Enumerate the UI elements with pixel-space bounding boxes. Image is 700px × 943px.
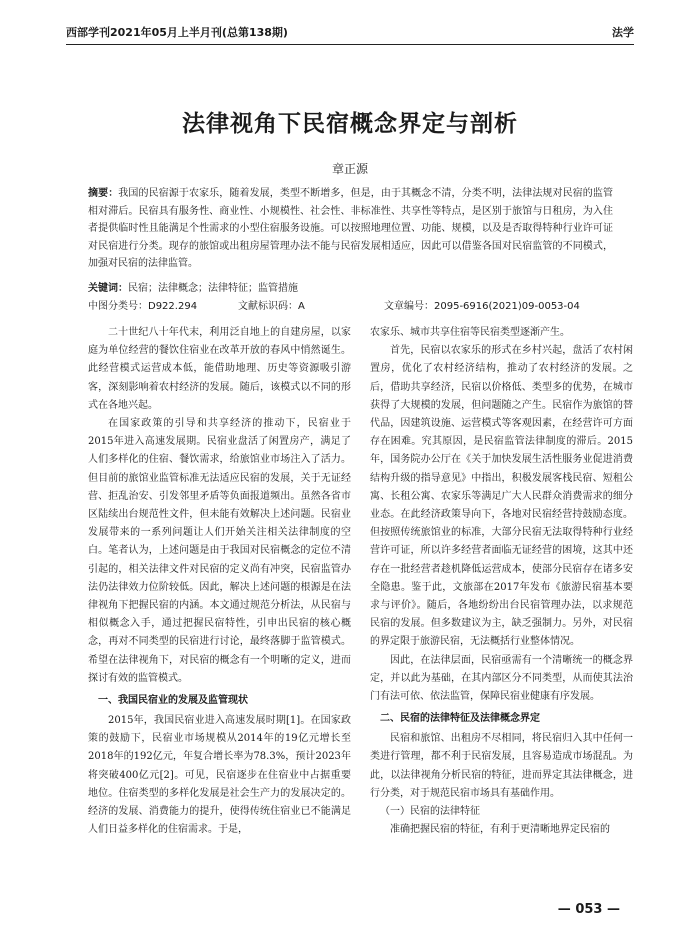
section-label: 法学 — [612, 26, 634, 39]
article-title: 法律视角下民宿概念界定与剖析 — [182, 111, 518, 137]
keywords-text: 民宿；法律概念；法律特征；监管措施 — [128, 283, 298, 294]
keywords-label: 关键词： — [88, 283, 128, 294]
left-column — [88, 324, 351, 839]
section-heading: 一、我国民宿业的发展及监管现状 — [98, 695, 248, 707]
page-number: — 053 — — [557, 902, 620, 917]
subsection-heading: （一）民宿的法律特征 — [380, 806, 480, 818]
paragraph: 2015年，我国民宿业进入高速发展时期[1]。在国家政策的鼓励下，民宿业市场规模从2014年的19亿元增长至2018年的192亿元，年复合增长率为78.3%，预计2023年将突破400亿元[2]。可见，民宿逐步在住宿业中占据重要地位。住宿类型的多样化发展是社会生产力的发展决定的。经济的发展、消费能力的提升，使得传统住宿业已不能满足人们日益多样化的住宿需求。于是， — [88, 715, 351, 836]
article-number: 文章编号：2095-6916(2021)09-0053-04 — [384, 301, 580, 312]
header-rule — [66, 44, 634, 45]
paragraph: 二十世纪八十年代末，利用泛自地上的自建房屋，以家庭为单位经营的餐饮住宿业在改革开放的春风中悄然诞生。此经营模式运营成本低，能借助地理、历史等资源吸引游客，深刻影响着农村经济的发展。随后，该模式以不同的形式在各地兴起。 — [88, 327, 351, 411]
document-code: 文献标识码：A — [238, 301, 305, 312]
section-heading: 二、民宿的法律特征及法律概念界定 — [380, 713, 540, 725]
abstract-text: 我国的民宿源于农家乐，随着发展，类型不断增多，但是，由于其概念不清，分类不明，法律法规对民宿的监管相对滞后。民宿具有服务性、商业性、小规模性、社会性、非标准性、共享性等特点，是区别于旅馆与日租房，为入住者提供临时性且能满足个性需求的小型住宿服务设施。可以按照地理位置、功能、规模，以及是否取得特种行业许可证对民宿进行分类。现存的旅馆或出租房屋管理办法不能与民宿发展相适应，因此可以借鉴各国对民宿监管的不同模式，加强对民宿的法律监管。 — [88, 188, 614, 269]
paragraph: 农家乐、城市共享住宿等民宿类型逐渐产生。 — [370, 327, 570, 338]
clc-number: 中图分类号：D922.294 — [88, 301, 198, 312]
abstract-label: 摘要： — [88, 188, 119, 199]
paragraph: 首先，民宿以农家乐的形式在乡村兴起，盘活了农村闲置房，优化了农村经济结构，推动了农村经济的发展。之后，借助共享经济，民宿以价格低、类型多的优势，在城市获得了大规模的发展，但问题随之产生。民宿作为旅馆的替代品，因建筑设施、运营模式等客观因素，在经营许可方面存在困难。究其原因，是民宿监管法律制度的滞后。2015年，国务院办公厅在《关于加快发展生活性服务业促进消费结构升级的指导意见》中指出，积极发展客栈民宿、短租公寓、长租公寓、农家乐等满足广大人民群众消费需求的细分业态。在此经济政策导向下，各地对民宿经营持鼓励态度。但按照传统旅馆业的标准，大部分民宿无法取得特种行业经营许可证，所以许多经营者面临无证经营的困境，这其中还存在一批经营者趁机降低运营成本，使部分民宿存在诸多安全隐患。鉴于此，文旅部在2017年发布《旅游民宿基本要求与评价》。随后，各地纷纷出台民宿管理办法，以求规范民宿的发展。但多数建议为主，缺乏强制力。另外，对民宿的界定限于旅游民宿，无法概括行业整体情况。 — [370, 345, 633, 648]
author: 章正源 — [331, 162, 368, 176]
abstract — [88, 185, 613, 273]
keywords — [88, 279, 613, 294]
paragraph: 在国家政策的引导和共享经济的推动下，民宿业于2015年进入高速发展期。民宿业盘活了闲置房产，满足了人们多样化的住宿、餐饮需求，给旅馆业市场注入了活力。但目前的旅馆业监管标准无法适应民宿的发展，关于无证经营、拒乱治安、引发邻里矛盾等负面报道频出。虽然各省市区陆续出台规范性文件，但未能有效解决上述问题。民宿业发展带来的一系列问题让人们开始关注相关法律制度的空白。笔者认为，上述问题是由于我国对民宿概念的定位不清引起的，相关法律文件对民宿的定义尚有冲突，民宿监管办法仍法律效力位阶较低。因此，解决上述问题的根源是在法律视角下把握民宿的内涵。本文通过规范分析法，从民宿与相似概念入手，通过把握民宿特性，引申出民宿的核心概念，再对不同类型的民宿进行讨论，最终落脚于监管模式。希望在法律视角下，对民宿的概念有一个明晰的定义，进而探讨有效的监管模式。 — [88, 418, 351, 684]
journal-issue: 西部学刊2021年05月上半月刊(总第138期) — [66, 26, 288, 39]
right-column — [370, 324, 633, 839]
paragraph: 准确把握民宿的特征，有利于更清晰地界定民宿的 — [390, 824, 610, 836]
running-header — [66, 24, 634, 42]
paragraph: 民宿和旅馆、出租房不尽相同，将民宿归入其中任何一类进行管理，都不利于民宿发展，且容易造成市场混乱。为此，以法律视角分析民宿的特征，进而界定其法律概念，进行分类，对于规范民宿市场具有基础作用。 — [370, 733, 633, 799]
paragraph: 因此，在法律层面，民宿亟需有一个清晰统一的概念界定，并以此为基础，在其内部区分不同类型，从而使其法治门有法可依、依法监管，保障民宿业健康有序发展。 — [370, 654, 633, 703]
